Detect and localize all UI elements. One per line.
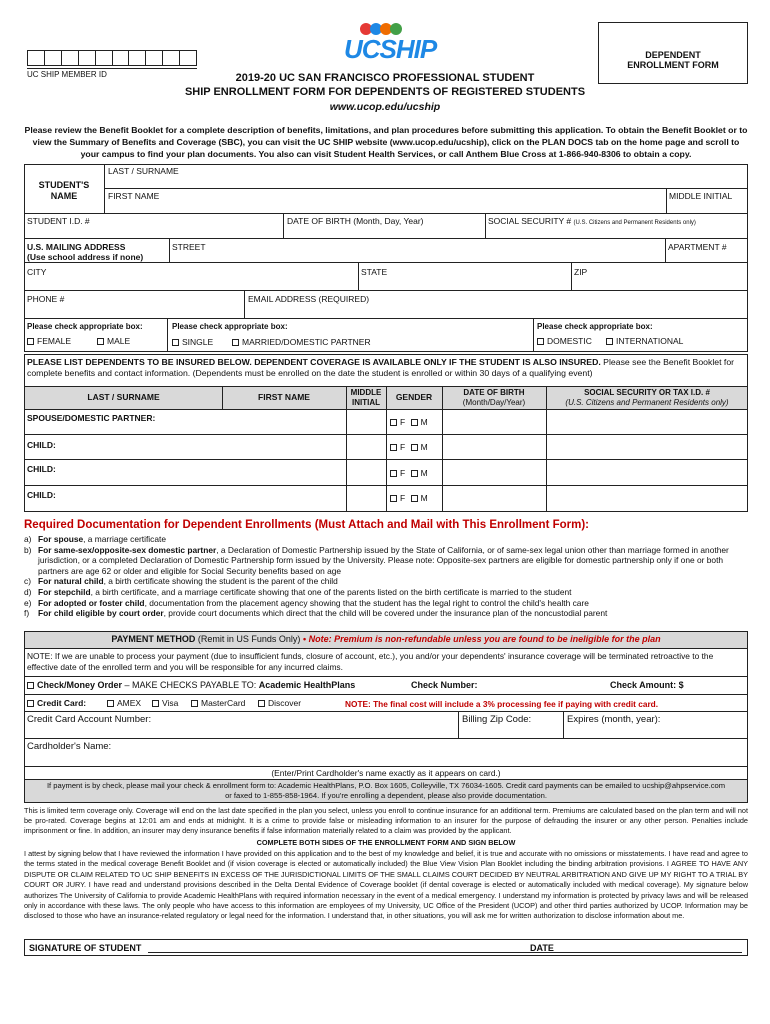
term-disclaimer: This is limited term coverage only. Coverage will end on the last date specified in the plan you select, unless you enroll to continue insurance for an additional term. Premiums are calculated based on the plan term and will not be pro-rated. Coverage begins at 12:01 am and ends at midnight. It is a crime to provide false or misleading information to an insurer for the purpose of defrauding the insurer or any other person. Penalties include imprisonment or fine. In addition, an insurer may deny insurance benefits if false information materially related to a claim was provided by the applicant. [24,806,748,836]
student-id-field[interactable]: STUDENT I.D. # [27,216,90,226]
student-name-label: STUDENT'S NAME [38,180,90,201]
checkbox-icon [606,338,613,345]
form-title-line1: 2019-20 UC SAN FRANCISCO PROFESSIONAL STUDENT [235,72,535,84]
intro-text: Please review the Benefit Booklet for a complete description of benefits, limitations, and plan procedures before submitting this application. To obtain the Benefit Booklet or to view the Summary of Benefits and Coverage (SBC), you can visit the UC SHIP website (www.ucop.edu/ucship), click on the PLAN DOCS tab on the home page and scroll to your campus to find your plan documents. You also can visit Student Health Services, or call Anthem Blue Cross at 1-866-940-8306 to obtain a copy. [24,125,748,159]
checkbox-icon [152,700,159,707]
docs-item: b) For same-sex/opposite-sex domestic partner, a Declaration of Domestic Partnership issued by the State of California, or of same-sex legal union other than marriage formed in another jurisdiction, or a completed Declaration of Domestic Partnership form issued by the University. Please note: Opposite-sex partners are eligible for domestic partnership only if one or both partners are age 62 or older and eligible for Social Security benefits based on age [24,544,729,576]
checkbox-icon [258,700,265,707]
checkbox-icon [191,700,198,707]
docs-item: e) For adopted or foster child, documentation from the placement agency showing that the student has the legal right to control the child's health care [24,597,589,608]
cardholder-note: (Enter/Print Cardholder's name exactly as it appears on card.) [271,768,501,778]
checkbox-icon [27,682,34,689]
amex-checkbox[interactable]: AMEX [107,698,141,708]
billing-zip-field[interactable]: Billing Zip Code: [462,714,532,725]
female-checkbox[interactable]: FEMALE [27,336,71,346]
credit-card-option[interactable]: Credit Card: [27,698,86,708]
complete-both-sides: COMPLETE BOTH SIDES OF THE ENROLLMENT FORM AND SIGN BELOW [256,838,516,847]
dependent-gender-checkboxes[interactable]: F M [390,417,428,427]
dependent-row-label: CHILD: [27,464,56,474]
member-id-boxes[interactable] [27,50,197,66]
docs-item: c) For natural child, a birth certificate showing the student is the parent of the child [24,576,338,587]
zip-field[interactable]: ZIP [574,267,588,277]
form-title-line2: SHIP ENROLLMENT FORM FOR DEPENDENTS OF REGISTERED STUDENTS [184,86,586,98]
ssn-field[interactable]: SOCIAL SECURITY # (U.S. Citizens and Permanent Residents only) [488,216,696,226]
street-field[interactable]: STREET [172,242,206,252]
cardholder-name-field[interactable]: Cardholder's Name: [27,741,112,752]
signature-label: SIGNATURE OF STUDENT [29,943,142,953]
docs-heading: Required Documentation for Dependent Enrollments (Must Attach and Mail with This Enrollment Form): [24,519,590,531]
gender-check-label: Please check appropriate box: [27,322,143,331]
single-checkbox[interactable]: SINGLE [172,337,213,347]
dependent-row-label: CHILD: [27,490,56,500]
married-checkbox[interactable]: MARRIED/DOMESTIC PARTNER [232,337,371,347]
col-last-name: LAST / SURNAME [87,392,160,402]
attestation-text: I attest by signing below that I have reviewed the information I have provided on this application and to the best of my knowledge and belief, it is true and accurate with no omissions or misstatements. I have read and agree to the terms stated in the medical coverage Benefit Booklet and (if vision coverage is elected or automatically included) the Blue View Vision Plan Booklet including the binding arbitration provisions. I AGREE TO HAVE ANY DISPUTE OR CLAIM RELATED TO UC SHIP BENEFITS IN EXCESS OF THE JURISDICTIONAL LIMITS OF THE SMALL CLAIMS COURT DECIDED BY NEUTRAL ARBITRATION AND GIVE UP MY RIGHT TO A TRIAL BY COURT OR JURY. I have read and understand provisions described in the Delta Dental Evidence of Coverage booklet (if dental coverage is elected or automatically included with medical coverage). My signature below authorizes The University of California to provide Academic HealthPlans with required information necessary in the event of a medical emergency. I understand my information is protected by privacy laws and will be released only in accordance with these laws. The only people who have access to this information are employees of my University, UC Office of the President (UCOP) and other third parties authorized by UCOP. Information may be disclosed to those who have an insurance-related regulatory or legal need for the information. I understand that, in other situations, you will ask me for written authorization to disclose information about me. [24,849,748,921]
checkbox-icon [172,339,179,346]
checkbox-icon [27,338,34,345]
docs-item: f) For child eligible by court order, provide court documents which direct that the child will be covered under the insurance plan of the noncustodial parent [24,608,608,619]
checkbox-icon [537,338,544,345]
dependent-row-label: CHILD: [27,440,56,450]
international-checkbox[interactable]: INTERNATIONAL [606,336,683,346]
website-url[interactable]: www.ucop.edu/ucship [329,101,441,113]
checkbox-icon [390,470,397,477]
signature-line[interactable] [148,952,556,953]
member-id-label: UC SHIP MEMBER ID [27,70,107,79]
checkbox-icon [411,495,418,502]
payment-heading: PAYMENT METHOD (Remit in US Funds Only) • Note: Premium is non-refundable unless you are found to be ineligible for the plan [111,634,661,644]
checkbox-icon [411,444,418,451]
visa-checkbox[interactable]: Visa [152,698,178,708]
mail-instructions: If payment is by check, please mail your check & enrollment form to: Academic HealthPlans, P.O. Box 1605, Colleyville, TX 76034-1605. Credit card payments can be emailed to ucship@ahpservice.com or faxed to 1-855-858-1964. If you're enrolling a dependent, please also provide documentation. [46,781,726,800]
checkbox-icon [411,419,418,426]
checkbox-icon [390,444,397,451]
col-gender: GENDER [395,392,433,402]
expires-field[interactable]: Expires (month, year): [567,714,661,725]
email-field[interactable]: EMAIL ADDRESS (REQUIRED) [248,294,370,304]
male-checkbox[interactable]: MALE [97,336,130,346]
check-money-order-option[interactable]: Check/Money Order – MAKE CHECKS PAYABLE TO: Academic HealthPlans [27,680,355,690]
first-name-field[interactable]: FIRST NAME [108,191,160,201]
col-dob: DATE OF BIRTH (Month/Day/Year) [462,388,526,407]
checkbox-icon [27,700,34,707]
docs-item: d) For stepchild, a birth certificate, and a marriage certificate showing that one of the parents listed on the birth certificate is married to the student [24,586,572,597]
logo-dots [360,22,402,34]
status-check-label: Please check appropriate box: [172,322,288,331]
checkbox-icon [97,338,104,345]
phone-field[interactable]: PHONE # [27,294,65,304]
check-number-field[interactable]: Check Number: [411,680,478,690]
dob-field[interactable]: DATE OF BIRTH (Month, Day, Year) [287,216,424,226]
apartment-field[interactable]: APARTMENT # [668,242,727,252]
date-label: DATE [530,943,554,953]
date-line[interactable] [556,952,742,953]
checkbox-icon [107,700,114,707]
domestic-checkbox[interactable]: DOMESTIC [537,336,592,346]
mailing-address-label: U.S. MAILING ADDRESS (Use school address if none) [27,242,144,262]
checkbox-icon [411,470,418,477]
col-middle-initial: MIDDLE INITIAL [350,388,382,407]
ucship-logo [344,22,437,66]
dependent-gender-checkboxes[interactable]: F M [390,442,428,452]
dependent-gender-checkboxes[interactable]: F M [390,468,428,478]
check-amount-field[interactable]: Check Amount: $ [610,680,684,690]
checkbox-icon [390,495,397,502]
docs-item: a) For spouse, a marriage certificate [24,534,166,544]
checkbox-icon [232,339,239,346]
docs-list [24,534,748,619]
credit-card-fee-note: NOTE: The final cost will include a 3% processing fee if paying with credit card. [345,699,659,709]
dependent-gender-checkboxes[interactable]: F M [390,493,428,503]
col-ssn: SOCIAL SECURITY OR TAX I.D. # (U.S. Citizens and Permanent Residents only) [565,388,729,407]
discover-checkbox[interactable]: Discover [258,698,301,708]
middle-initial-field[interactable]: MIDDLE INITIAL [669,191,733,201]
state-field[interactable]: STATE [361,267,388,277]
dependent-row-label: SPOUSE/DOMESTIC PARTNER: [27,413,156,423]
checkbox-icon [390,419,397,426]
col-first-name: FIRST NAME [258,392,310,402]
dependents-instructions: PLEASE LIST DEPENDENTS TO BE INSURED BELOW. DEPENDENT COVERAGE IS AVAILABLE ONLY IF THE STUDENT IS ALSO INSURED. Please see the Benefit Booklet for complete benefits and contact information. (Dependents must be enrolled on the date the student is enrolled or within 30 days of a qualifying event) [27,357,735,378]
last-name-field[interactable]: LAST / SURNAME [108,166,179,176]
city-field[interactable]: CITY [27,267,47,277]
mastercard-checkbox[interactable]: MasterCard [191,698,245,708]
logo-text: UCSHIP [344,34,437,64]
corner-label-box: DEPENDENT ENROLLMENT FORM [598,22,748,84]
payment-note: NOTE: If we are unable to process your payment (due to insufficient funds, closure of account, etc.), you and/or your dependents' insurance coverage will be terminated retroactive to the effective date of the enrolled term and you will be responsible for any incurred claims. [27,651,714,672]
residency-check-label: Please check appropriate box: [537,322,653,331]
card-account-number-field[interactable]: Credit Card Account Number: [27,714,152,725]
